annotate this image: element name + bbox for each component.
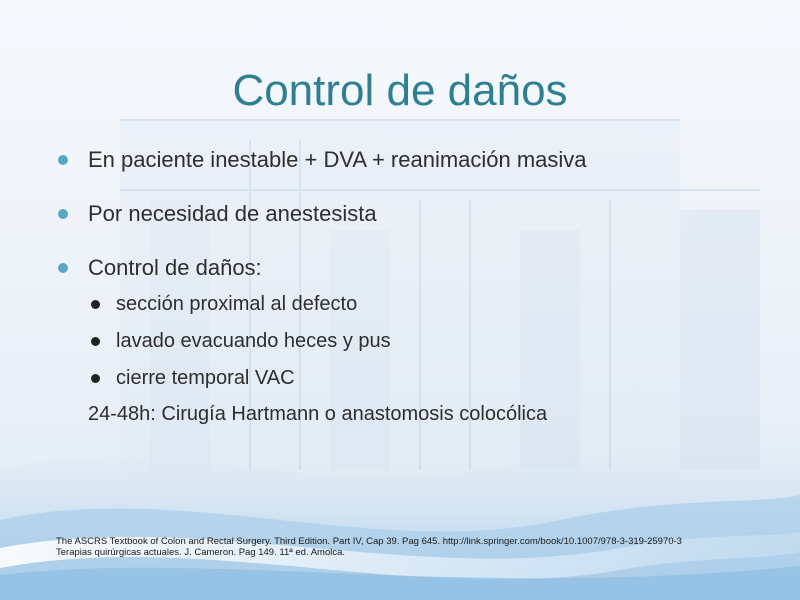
references [56,536,682,558]
reference-line: The ASCRS Textbook of Colon and Rectal Surgery. Third Edition. Part IV, Cap 39. Pag 645. http://link.springer.com/book/10.1007/978-3-319-25970-3 [56,536,682,547]
bullet-item: En paciente inestable + DVA + reanimación masiva [88,147,587,172]
bullet-item: Control de daños: [88,255,262,280]
bullet-dot-level1 [58,209,68,219]
bullet-dot-level2 [91,374,100,383]
bullet-dot-level1 [58,155,68,165]
sub-bullet-item: cierre temporal VAC [116,367,295,389]
sub-bullet-item: lavado evacuando heces y pus [116,330,391,352]
bullet-item: Por necesidad de anestesista [88,201,377,226]
sub-bullet-item: sección proximal al defecto [116,293,358,315]
bullet-dot-level2 [91,300,100,309]
continuation-line: 24-48h: Cirugía Hartmann o anastomosis colocólica [88,403,548,425]
bullet-dot-level2 [91,337,100,346]
slide-title: Control de daños [232,66,568,115]
reference-line: Terapias quirúrgicas actuales. J. Cameron. Pag 149. 11ª ed. Amolca. [56,547,346,558]
bullet-dot-level1 [58,263,68,273]
